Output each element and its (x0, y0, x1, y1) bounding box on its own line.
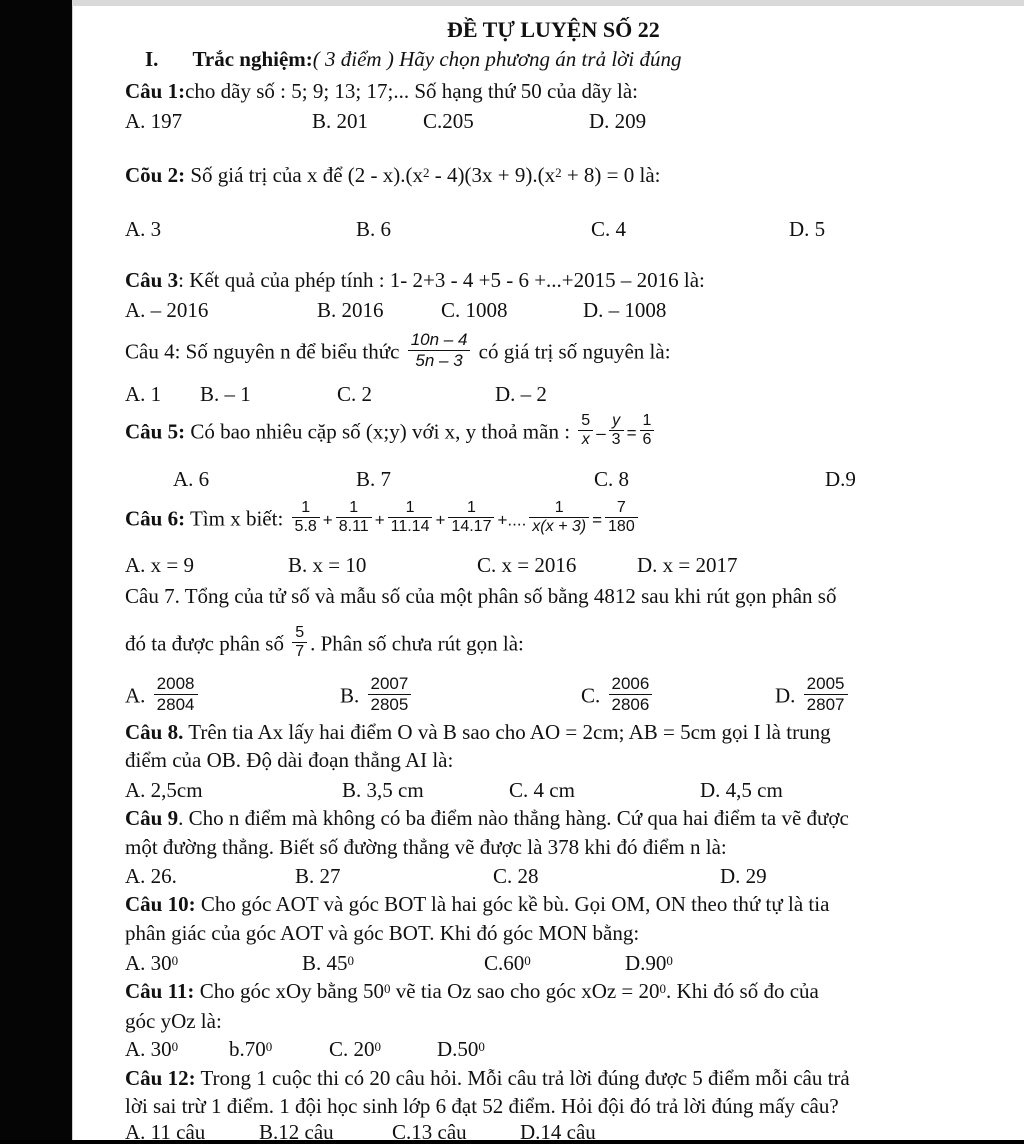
q7-option-c (581, 674, 655, 718)
q6-f3-den: 11.14 (390, 518, 430, 535)
q6-option-d: D. x = 2017 (637, 553, 738, 577)
q6-label: Câu 6: (125, 506, 186, 531)
document-title: ĐỀ TỰ LUYỆN SỐ 22 (447, 17, 660, 42)
q4-text-pre: Câu 4: Số nguyên n để biểu thức (125, 339, 400, 364)
q4-fraction (408, 330, 471, 371)
q8-line-1: Trên tia Ax lấy hai điểm O và B sao cho AO = 2cm; AB = 5cm gọi I là trung (183, 720, 831, 744)
q4-option-a: A. 1 (125, 382, 162, 406)
question-11 (125, 979, 819, 1003)
q11-label: Câu 11: (125, 979, 195, 1003)
q1-option-b: B. 201 (312, 109, 369, 133)
q5-f1-den: x (581, 431, 590, 448)
q8-option-d: D. 4,5 cm (700, 778, 783, 802)
q1-option-a: A. 197 (125, 109, 183, 133)
q11-option-b (229, 1037, 272, 1061)
q11-line-2: góc yOz là: (125, 1009, 222, 1033)
q9-option-b: B. 27 (295, 864, 341, 888)
q7-line-1: Câu 7. Tổng của tử số và mẫu số của một phân số bằng 4812 sau khi rút gọn phân số (125, 584, 837, 608)
q3-option-d: D. – 1008 (583, 298, 667, 322)
q7-d-num: 2005 (804, 674, 848, 695)
q8-option-a: A. 2,5cm (125, 778, 203, 802)
q10-option-a (125, 951, 178, 975)
q10-line-1: Cho góc AOT và góc BOT là hai góc kề bù. Gọi OM, ON theo thứ tự là tia (195, 892, 830, 916)
q7-b-den: 2805 (370, 695, 409, 714)
section-heading (145, 47, 681, 71)
q9-line-1: . Cho n điểm mà không có ba điểm nào thẳng hàng. Cứ qua hai điểm ta vẽ được (178, 806, 849, 830)
q5-f2-den: 3 (611, 431, 621, 448)
q7-a-num: 2008 (154, 674, 198, 695)
q3-option-a: A. – 2016 (125, 298, 209, 322)
q6-fraction-1 (292, 499, 320, 536)
q10-label: Câu 10: (125, 892, 196, 916)
q4-frac-num: 10n – 4 (408, 330, 471, 351)
q10-option-d (625, 951, 673, 975)
q2-option-d: D. 5 (789, 217, 826, 241)
q6-fraction-2 (336, 499, 372, 536)
q10-line-2: phân giác của góc AOT và góc BOT. Khi đó góc MON bằng: (125, 921, 640, 945)
q10-c-text: C.60 (484, 951, 525, 975)
question-12 (125, 1066, 850, 1090)
q7-f-den: 7 (295, 643, 305, 660)
q7-option-b (340, 674, 414, 718)
q2-option-c: C. 4 (591, 217, 627, 241)
q11-option-a (125, 1037, 178, 1061)
q7-a-letter: A. (125, 683, 146, 708)
q7-option-a (125, 674, 201, 718)
q5-f3-den: 6 (642, 431, 652, 448)
q11-d-text: D.50 (437, 1037, 479, 1061)
q7-d-den: 2807 (806, 695, 845, 714)
q5-option-a: A. 6 (173, 467, 210, 491)
q6-option-a: A. x = 9 (125, 553, 195, 577)
q1-option-d: D. 209 (589, 109, 647, 133)
q2-text-mid: - 4)(3x + 9).(x (429, 163, 556, 187)
q5-f1-num: 5 (578, 412, 593, 431)
q6-fraction-rhs (605, 499, 638, 536)
q10-a-degree: 0 (171, 953, 179, 968)
q6-f2-den: 8.11 (338, 518, 369, 535)
q11-option-c (329, 1037, 381, 1061)
q6-f3-num: 1 (388, 499, 433, 518)
q7-b-letter: B. (340, 683, 360, 708)
q5-option-d: D.9 (825, 467, 856, 491)
q7-a-fraction (154, 674, 198, 715)
q11-degree-2: 0 (659, 981, 667, 996)
q11-c-text: C. 20 (329, 1037, 375, 1061)
q9-label: Câu 9 (125, 806, 179, 830)
question-6 (125, 499, 641, 539)
q5-f3-num: 1 (640, 412, 655, 431)
q7-c-letter: C. (581, 683, 601, 708)
question-5 (125, 412, 657, 452)
q4-option-d: D. – 2 (495, 382, 547, 406)
q12-option-b: B.12 câu (259, 1120, 334, 1144)
q11-a-degree: 0 (171, 1039, 179, 1054)
q11-text-b: vẽ tia Oz sao cho góc xOz = 20 (390, 979, 660, 1003)
question-10 (125, 892, 829, 916)
q6-f1-num: 1 (292, 499, 320, 518)
q7-option-d (775, 674, 851, 718)
q10-c-degree: 0 (524, 953, 531, 968)
q7-a-den: 2804 (156, 695, 195, 714)
q7-line-2-pre: đó ta được phân số (125, 631, 284, 656)
q8-option-b: B. 3,5 cm (342, 778, 424, 802)
section-note: ( 3 điểm ) Hãy chọn phương án trả lời đúng (312, 47, 682, 71)
q6-fraction-last (529, 499, 589, 536)
document-page (72, 6, 1024, 1144)
q8-label: Câu 8. (125, 720, 184, 744)
q12-line-1: Trong 1 cuộc thi có 20 câu hỏi. Mỗi câu trả lời đúng được 5 điểm mỗi câu trả (195, 1066, 850, 1090)
q5-fraction-3 (640, 412, 655, 449)
section-roman: I. (145, 47, 159, 71)
question-4 (125, 330, 671, 374)
q6-plus-3: + (435, 510, 446, 530)
q5-option-b: B. 7 (356, 467, 392, 491)
q10-a-text: A. 30 (125, 951, 172, 975)
q2-label: Cõu 2: (125, 163, 186, 187)
q11-text-a: Cho góc xOy bằng 50 (194, 979, 385, 1003)
q9-line-2: một đường thẳng. Biết số đường thẳng vẽ được là 378 khi đó điểm n là: (125, 835, 727, 859)
q9-option-d: D. 29 (720, 864, 767, 888)
q6-f4-num: 1 (448, 499, 494, 518)
q2-text-pre: Số giá trị của x để (2 - x).(x (190, 163, 424, 187)
q7-c-den: 2806 (611, 695, 650, 714)
q7-c-fraction (609, 674, 653, 715)
q10-b-text: B. 45 (302, 951, 348, 975)
q6-option-b: B. x = 10 (288, 553, 367, 577)
question-1 (125, 79, 638, 103)
q4-option-b: B. – 1 (200, 382, 251, 406)
q2-sup-1: 2 (423, 165, 430, 180)
q6-f2-num: 1 (336, 499, 372, 518)
q2-option-b: B. 6 (356, 217, 392, 241)
q7-line-2 (125, 624, 524, 664)
q2-text-post: + 8) = 0 là: (561, 163, 661, 187)
q12-option-c: C.13 câu (392, 1120, 467, 1144)
q10-d-text: D.90 (625, 951, 667, 975)
left-dark-margin (0, 0, 72, 1140)
question-3 (125, 268, 705, 292)
q4-frac-den: 5n – 3 (415, 351, 463, 370)
q6-f4-den: 14.17 (451, 518, 492, 535)
q6-equals: = (592, 510, 603, 530)
q6-rhs-num: 7 (605, 499, 638, 518)
q5-option-c: C. 8 (594, 467, 630, 491)
q5-label: Câu 5: (125, 419, 186, 444)
q7-d-letter: D. (775, 683, 796, 708)
q6-rhs-den: 180 (608, 518, 635, 535)
q5-minus: – (596, 423, 606, 443)
q10-d-degree: 0 (666, 953, 673, 968)
section-name: Trắc nghiệm: (192, 47, 313, 71)
question-9 (125, 806, 849, 830)
q5-f2-num: y (609, 412, 624, 431)
q1-label: Câu 1: (125, 79, 186, 103)
q6-last-den: x(x + 3) (532, 518, 587, 535)
q7-d-fraction (804, 674, 848, 715)
q6-plus-2: + (374, 510, 385, 530)
q5-fraction-1 (578, 412, 593, 449)
q11-b-degree: 0 (265, 1039, 273, 1054)
q8-line-2: điểm của OB. Độ dài đoạn thẳng AI là: (125, 748, 454, 772)
q3-option-b: B. 2016 (317, 298, 384, 322)
q2-sup-2: 2 (555, 165, 562, 180)
q11-option-d (437, 1037, 485, 1061)
q11-degree-1: 0 (384, 981, 391, 996)
q6-text: Tìm x biết: (185, 506, 284, 531)
q7-fraction (292, 624, 307, 661)
q6-fraction-3 (388, 499, 433, 536)
q7-c-num: 2006 (609, 674, 653, 695)
q8-option-c: C. 4 cm (509, 778, 575, 802)
q11-a-text: A. 30 (125, 1037, 172, 1061)
q4-text-post: có giá trị số nguyên là: (478, 339, 671, 364)
q12-label: Câu 12: (125, 1066, 196, 1090)
q10-b-degree: 0 (347, 953, 355, 968)
q7-f-num: 5 (292, 624, 307, 643)
q11-d-degree: 0 (478, 1039, 485, 1054)
q7-b-num: 2007 (368, 674, 412, 695)
q6-last-num: 1 (529, 499, 589, 518)
q11-c-degree: 0 (374, 1039, 382, 1054)
q11-b-text: b.70 (229, 1037, 266, 1061)
question-8 (125, 720, 831, 744)
q12-option-a: A. 11 câu (125, 1120, 206, 1144)
q1-text: cho dãy số : 5; 9; 13; 17;... Số hạng thứ 50 của dãy là: (185, 79, 638, 103)
q10-option-b (302, 951, 354, 975)
q9-option-a: A. 26. (125, 864, 177, 888)
q12-line-2: lời sai trừ 1 điểm. 1 đội học sinh lớp 6 đạt 52 điểm. Hỏi đội đó trả lời đúng mấy câu? (125, 1094, 839, 1118)
q3-label: Câu 3 (125, 268, 179, 292)
q5-fraction-2 (609, 412, 624, 449)
q7-line-2-post: . Phân số chưa rút gọn là: (310, 631, 524, 656)
q12-option-d: D.14 câu (520, 1120, 596, 1144)
q5-equals: = (626, 423, 637, 443)
q3-text: : Kết quả của phép tính : 1- 2+3 - 4 +5 - 6 +...+2015 – 2016 là: (178, 268, 705, 292)
q9-option-c: C. 28 (493, 864, 539, 888)
q7-b-fraction (368, 674, 412, 715)
q10-option-c (484, 951, 531, 975)
q1-option-c: C.205 (423, 109, 474, 133)
q3-option-c: C. 1008 (441, 298, 508, 322)
q6-option-c: C. x = 2016 (477, 553, 577, 577)
q6-f1-den: 5.8 (294, 518, 317, 535)
q4-option-c: C. 2 (337, 382, 373, 406)
q2-option-a: A. 3 (125, 217, 162, 241)
q6-fraction-4 (448, 499, 494, 536)
q6-dots: +.... (497, 510, 527, 530)
q6-plus-1: + (322, 510, 333, 530)
q11-text-c: . Khi đó số đo của (666, 979, 819, 1003)
question-2 (125, 163, 661, 187)
q5-text: Có bao nhiêu cặp số (x;y) với x, y thoả mãn : (185, 419, 571, 444)
